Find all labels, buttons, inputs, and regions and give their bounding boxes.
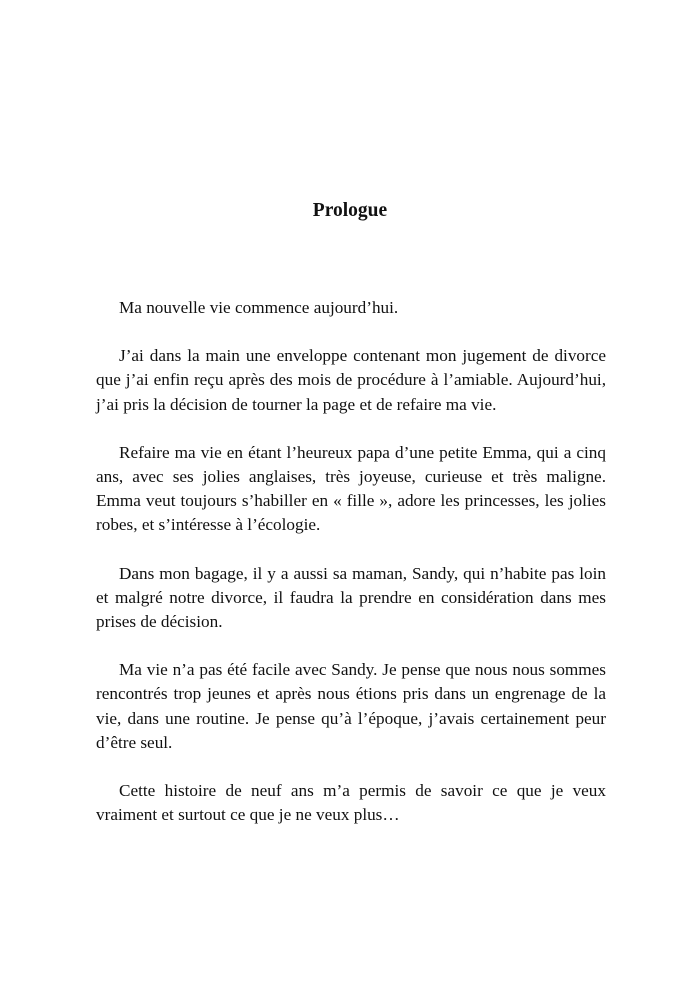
chapter-body [96, 296, 606, 851]
paragraph: Ma vie n’a pas été facile avec Sandy. Je pense que nous nous sommes rencontrés trop jeunes et après nous étions pris dans un engrenage de la vie, dans une routine. Je pense qu’à l’époque, j’avais certainement peur d’être seul. [96, 660, 606, 752]
paragraph: Refaire ma vie en étant l’heureux papa d’une petite Emma, qui a cinq ans, avec ses jolies anglaises, très joyeuse, curieuse et très maligne. Emma veut toujours s’habiller en « fille », adore les princesses, les jolies robes, et s’intéresse à l’écologie. [96, 442, 606, 535]
paragraph: Cette histoire de neuf ans m’a permis de savoir ce que je veux vraiment et surtout ce que je ne veux plus… [96, 781, 606, 825]
chapter-title: Prologue [312, 200, 388, 221]
paragraph: Dans mon bagage, il y a aussi sa maman, Sandy, qui n’habite pas loin et malgré notre divorce, il faudra la prendre en considération dans mes prises de décision. [96, 563, 606, 632]
paragraph: Ma nouvelle vie commence aujourd’hui. [119, 298, 399, 317]
paragraph: J’ai dans la main une enveloppe contenant mon jugement de divorce que j’ai enfin reçu après des mois de procédure à l’amiable. Aujourd’hui, j’ai pris la décision de tourner la page et de refaire ma vie. [96, 346, 606, 414]
